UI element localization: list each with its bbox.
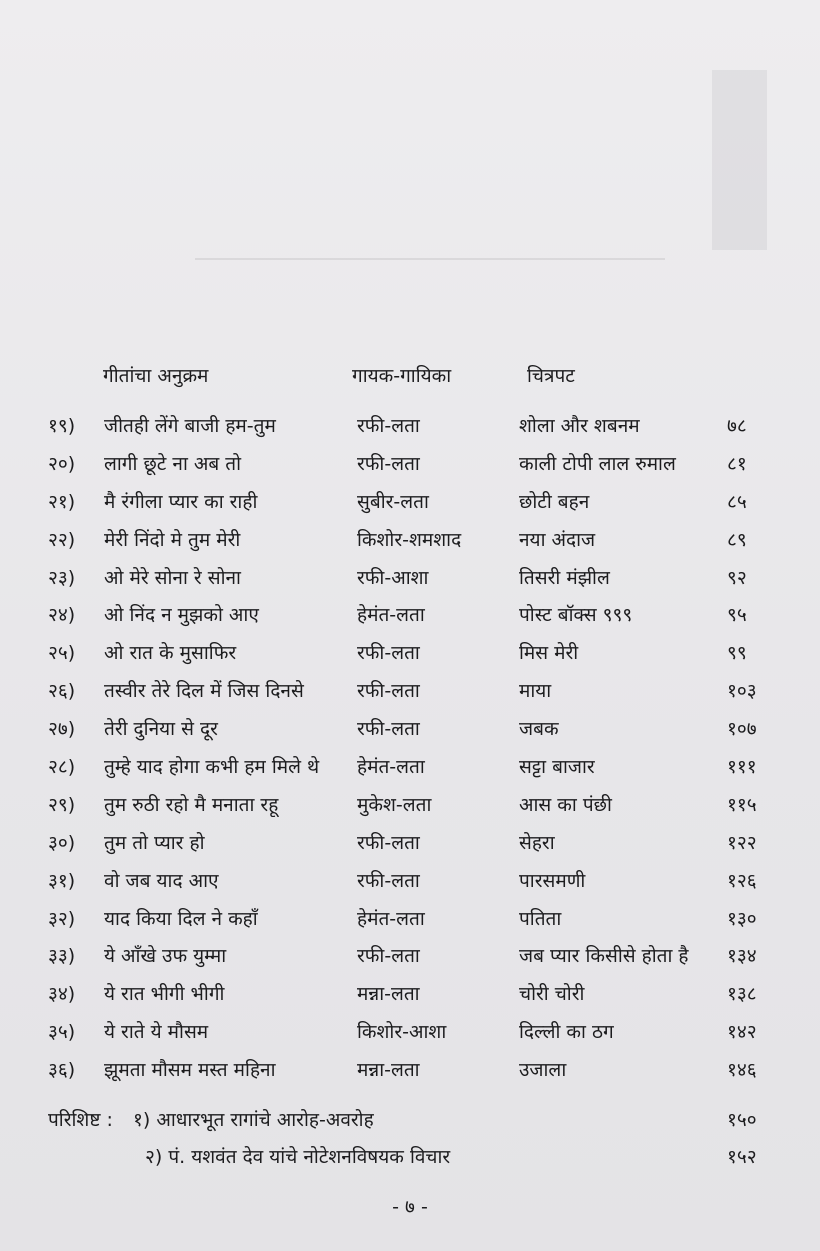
song-number: २२)	[48, 528, 76, 551]
song-title: ओ निंद न मुझको आए	[104, 604, 259, 627]
song-page: १३४	[727, 945, 757, 968]
song-singer: हेमंत-लता	[357, 604, 425, 627]
song-number: ३३)	[48, 945, 76, 968]
song-number: २९)	[48, 793, 76, 816]
song-film: सेहरा	[519, 831, 555, 854]
song-film: पारसमणी	[519, 869, 586, 892]
song-row	[0, 446, 820, 484]
song-film: जब प्यार किसीसे होता है	[519, 945, 689, 968]
song-singer: रफी-लता	[357, 718, 420, 741]
appendix-item: १) आधारभूत रागांचे आरोह-अवरोह	[133, 1109, 374, 1131]
song-film: दिल्ली का ठग	[519, 1021, 614, 1044]
song-page: ८९	[727, 528, 747, 551]
song-title: मै रंगीला प्यार का राही	[104, 490, 258, 513]
appendix-row	[0, 1143, 820, 1179]
song-title: ये राते ये मौसम	[104, 1021, 209, 1044]
song-title: ओ मेरे सोना रे सोना	[104, 566, 241, 589]
song-singer: रफी-लता	[357, 869, 420, 892]
song-singer: रफी-लता	[357, 415, 420, 437]
show-through-rule	[195, 258, 665, 260]
song-film: काली टोपी लाल रुमाल	[519, 452, 676, 475]
song-page: ११५	[727, 793, 757, 816]
song-number: ३६)	[48, 1059, 76, 1082]
song-number: २४)	[48, 604, 76, 627]
page-number: - ७ -	[392, 1196, 428, 1218]
song-number: २०)	[48, 452, 76, 475]
song-row	[0, 787, 820, 825]
song-film: आस का पंछी	[519, 793, 612, 816]
song-title: तेरी दुनिया से दूर	[104, 718, 218, 741]
song-page: १०७	[727, 718, 757, 741]
song-film: चोरी चोरी	[519, 983, 585, 1006]
header-singer: गायक-गायिका	[352, 365, 452, 387]
song-page: ७८	[727, 415, 747, 437]
song-row	[0, 938, 820, 976]
song-page: १३०	[727, 907, 757, 930]
song-title: ये आँखे उफ युम्मा	[104, 945, 227, 968]
song-film: जबक	[519, 718, 559, 741]
song-page: ८५	[727, 490, 747, 513]
song-row	[0, 522, 820, 560]
appendix-page: १५०	[727, 1109, 757, 1131]
song-page: ९९	[727, 642, 747, 665]
song-index-list	[0, 408, 820, 1090]
song-row	[0, 484, 820, 522]
song-title: तुम्हे याद होगा कभी हम मिले थे	[104, 756, 320, 779]
song-singer: मुकेश-लता	[357, 793, 432, 816]
appendix-item: २) पं. यशवंत देव यांचे नोटेशनविषयक विचार	[145, 1146, 451, 1168]
header-index: गीतांचा अनुक्रम	[103, 365, 209, 387]
song-film: सट्टा बाजार	[519, 756, 595, 779]
song-row	[0, 749, 820, 787]
song-number: २३)	[48, 566, 76, 589]
song-row	[0, 635, 820, 673]
song-page: १४६	[727, 1059, 757, 1082]
song-page: १४२	[727, 1021, 757, 1044]
song-number: २५)	[48, 642, 76, 665]
song-singer: रफी-आशा	[357, 566, 429, 589]
song-row	[0, 560, 820, 598]
song-row	[0, 408, 820, 446]
song-singer: रफी-लता	[357, 642, 420, 665]
song-row	[0, 1052, 820, 1090]
song-title: याद किया दिल ने कहाँ	[104, 907, 258, 930]
song-title: लागी छूटे ना अब तो	[104, 452, 242, 475]
song-page: ८१	[727, 452, 747, 475]
song-number: २६)	[48, 680, 76, 703]
song-singer: मन्ना-लता	[357, 1059, 420, 1082]
song-number: ३५)	[48, 1021, 76, 1044]
song-number: ३०)	[48, 831, 76, 854]
song-page: १२२	[727, 831, 757, 854]
song-page: १३८	[727, 983, 757, 1006]
appendix-label: परिशिष्ट :	[48, 1109, 113, 1131]
song-film: नया अंदाज	[519, 528, 596, 551]
show-through-title	[195, 185, 665, 241]
song-singer: हेमंत-लता	[357, 756, 425, 779]
song-film: तिसरी मंझील	[519, 566, 610, 589]
song-singer: किशोर-आशा	[357, 1021, 447, 1044]
song-page: ९२	[727, 566, 747, 589]
song-row	[0, 863, 820, 901]
show-through-band	[712, 70, 767, 250]
song-title: ये रात भीगी भीगी	[104, 983, 225, 1006]
song-number: ३२)	[48, 907, 76, 930]
song-row	[0, 1014, 820, 1052]
song-page: १०३	[727, 680, 757, 703]
song-row	[0, 976, 820, 1014]
appendix-page: १५२	[727, 1146, 757, 1168]
song-film: उजाला	[519, 1059, 567, 1082]
song-title: जीतही लेंगे बाजी हम-तुम	[104, 415, 276, 437]
song-page: १२६	[727, 869, 757, 892]
song-singer: मन्ना-लता	[357, 983, 420, 1006]
song-film: मिस मेरी	[519, 642, 579, 665]
song-singer: हेमंत-लता	[357, 907, 425, 930]
song-number: १९)	[48, 415, 76, 437]
song-singer: किशोर-शमशाद	[357, 528, 462, 551]
song-film: छोटी बहन	[519, 490, 590, 513]
song-title: तुम रुठी रहो मै मनाता रहू	[104, 793, 279, 816]
song-row	[0, 673, 820, 711]
song-title: तुम तो प्यार हो	[104, 831, 205, 854]
song-row	[0, 711, 820, 749]
song-row	[0, 597, 820, 635]
song-singer: रफी-लता	[357, 831, 420, 854]
song-title: वो जब याद आए	[104, 869, 219, 892]
song-title: मेरी निंदो मे तुम मेरी	[104, 528, 241, 551]
song-page: १११	[727, 756, 757, 779]
song-row	[0, 825, 820, 863]
song-number: २७)	[48, 718, 76, 741]
song-singer: सुबीर-लता	[357, 490, 429, 513]
song-film: माया	[519, 680, 552, 703]
song-number: ३१)	[48, 869, 76, 892]
song-number: २१)	[48, 490, 76, 513]
song-number: ३४)	[48, 983, 76, 1006]
song-number: २८)	[48, 756, 76, 779]
song-page: ९५	[727, 604, 747, 627]
song-title: झूमता मौसम मस्त महिना	[104, 1059, 276, 1082]
song-title: तस्वीर तेरे दिल में जिस दिनसे	[104, 680, 304, 703]
appendix-row	[0, 1106, 820, 1142]
song-row	[0, 901, 820, 939]
song-singer: रफी-लता	[357, 680, 420, 703]
song-singer: रफी-लता	[357, 452, 420, 475]
song-film: पोस्ट बॉक्स ९९९	[519, 604, 633, 627]
song-title: ओ रात के मुसाफिर	[104, 642, 237, 665]
song-film: पतिता	[519, 907, 562, 930]
song-singer: रफी-लता	[357, 945, 420, 968]
song-film: शोला और शबनम	[519, 415, 640, 437]
header-film: चित्रपट	[527, 365, 575, 387]
